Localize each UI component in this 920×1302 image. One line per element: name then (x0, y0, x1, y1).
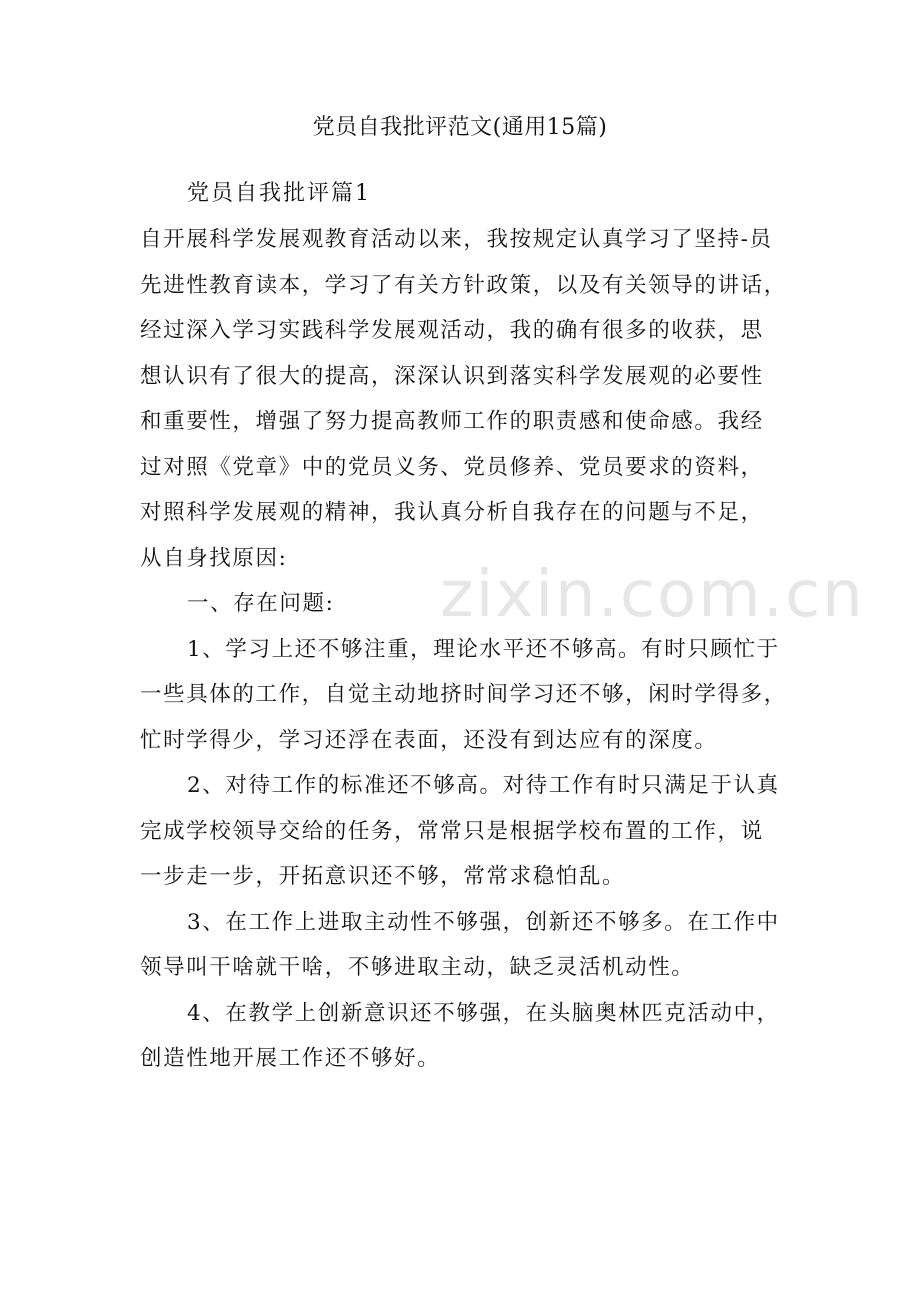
text-line: 1、学习上还不够注重，理论水平还不够高。有时只顾忙于 (187, 636, 780, 662)
text-line: 想认识有了很大的提高，深深认识到落实科学发展观的必要性 (140, 363, 764, 389)
text-line: 4、在教学上创新意识还不够强，在头脑奥林匹克活动中， (187, 1000, 780, 1026)
section-heading: 党员自我批评篇1 (187, 181, 371, 206)
body-text (140, 217, 787, 1082)
document-title: 党员自我批评范文(通用15篇) (312, 115, 608, 140)
text-line: 一、存在问题: (187, 591, 335, 616)
text-line: 一些具体的工作，自觉主动地挤时间学习还不够，闲时学得多， (140, 682, 787, 707)
text-line: 一步走一步，开拓意识还不够，常常求稳怕乱。 (140, 864, 626, 889)
watermark: zixin.com.cn (440, 558, 865, 632)
text-line: 完成学校领导交给的任务，常常只是根据学校布置的工作，说 (140, 818, 764, 844)
text-line: 和重要性，增强了努力提高教师工作的职责感和使命感。我经 (140, 409, 764, 434)
text-line: 忙时学得少，学习还浮在表面，还没有到达应有的深度。 (140, 727, 718, 753)
text-line: 自开展科学发展观教育活动以来，我按规定认真学习了坚持-员 (140, 227, 773, 252)
text-line: 3、在工作上进取主动性不够强，创新还不够多。在工作中 (187, 909, 780, 935)
text-line: 创造性地开展工作还不够好。 (140, 1046, 441, 1071)
text-line: 领导叫干啥就干啥，不够进取主动，缺乏灵活机动性。 (140, 955, 695, 980)
text-line: 先进性教育读本，学习了有关方针政策，以及有关领导的讲话， (140, 272, 787, 298)
text-line: 经过深入学习实践科学发展观活动，我的确有很多的收获，思 (140, 318, 764, 343)
text-line: 对照科学发展观的精神，我认真分析自我存在的问题与不足， (140, 500, 764, 525)
text-line: 过对照《党章》中的党员义务、党员修养、党员要求的资料， (140, 454, 764, 480)
text-line: 2、对待工作的标准还不够高。对待工作有时只满足于认真 (187, 773, 780, 798)
text-line: 从自身找原因: (140, 545, 288, 571)
